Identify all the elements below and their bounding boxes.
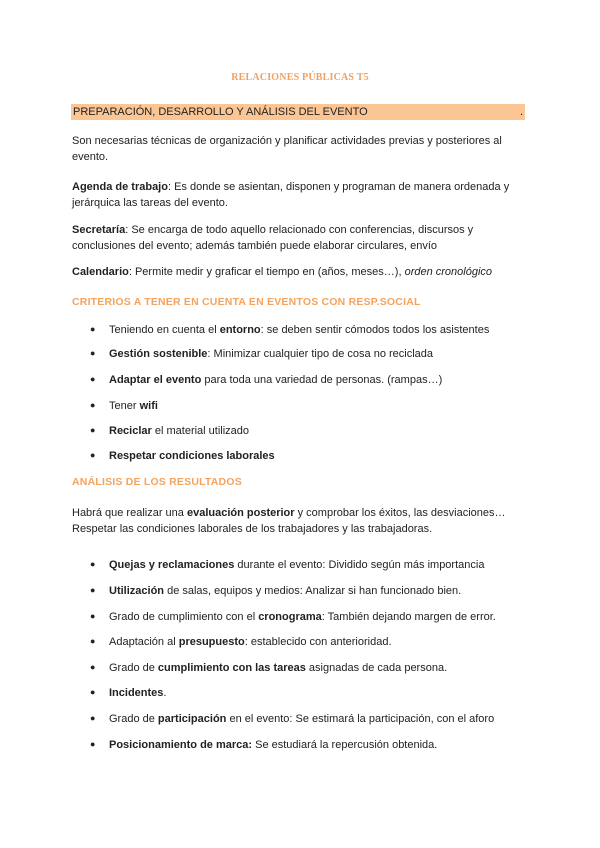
item-bold: Quejas y reclamaciones <box>109 559 235 571</box>
criteria-item <box>90 425 530 441</box>
item-bold: Incidentes <box>109 687 164 699</box>
bullet-icon: ● <box>90 585 96 595</box>
intro-paragraph: Son necesarias técnicas de organización y planificar actividades previas y posteriores al evento. <box>72 135 502 163</box>
definition-text: : Es donde se asientan, disponen y programan de manera ordenada y jerárquica las tareas del evento. <box>72 181 510 209</box>
criteria-item-text <box>109 425 249 437</box>
bullet-icon: ● <box>90 687 96 697</box>
heading-results: ANÁLISIS DE LOS RESULTADOS <box>72 476 242 488</box>
item-pre: Tener <box>109 400 140 412</box>
item-post: para toda una variedad de personas. (rampas…) <box>201 374 443 386</box>
item-pre: Grado de <box>109 662 158 674</box>
results-item-text <box>109 713 494 725</box>
item-bold: Utilización <box>109 585 165 597</box>
definition-term: Calendario <box>72 266 129 278</box>
bullet-icon: ● <box>90 374 96 384</box>
item-post: Se estudiará la repercusión obtenida. <box>252 739 438 751</box>
item-post: de salas, equipos y medios: Analizar si han funcionado bien. <box>164 585 462 597</box>
bullet-icon: ● <box>90 559 96 569</box>
criteria-item <box>90 348 530 364</box>
bullet-icon: ● <box>90 739 96 749</box>
definition-text: : Se encarga de todo aquello relacionado con conferencias, discursos y conclusiones del evento; además también puede elaborar circulares, envío <box>72 224 474 252</box>
item-post: durante el evento: Dividido según más importancia <box>234 559 485 571</box>
item-bold: participación <box>157 713 227 725</box>
bullet-icon: ● <box>90 636 96 646</box>
results-item <box>90 662 530 678</box>
results-item <box>90 559 530 575</box>
definition-text: : Permite medir y graficar el tiempo en (años, meses…), <box>128 266 405 278</box>
item-post: asignadas de cada persona. <box>305 662 448 674</box>
item-bold: entorno <box>219 324 261 336</box>
results-item <box>90 585 530 601</box>
results-intro-pre: Habrá que realizar una <box>72 507 187 519</box>
item-bold: Posicionamiento de marca: <box>109 739 253 751</box>
item-bold: Reciclar <box>109 425 152 437</box>
results-item-text <box>109 662 447 674</box>
results-intro-post: y comprobar los éxitos, las desviaciones… Respetar las condiciones laborales de los trabajadores y las trabajadoras. <box>72 507 506 535</box>
bullet-icon: ● <box>90 400 96 410</box>
section-title-trailing: . <box>520 106 524 118</box>
criteria-item-text <box>109 348 433 360</box>
item-pre: Grado de <box>109 713 158 725</box>
item-post: : También dejando margen de error. <box>321 611 496 623</box>
definition-term: Secretaría <box>72 224 126 236</box>
item-post: en el evento: Se estimará la participación, con el aforo <box>226 713 495 725</box>
item-bold: Respetar condiciones laborales <box>109 450 275 462</box>
item-pre: Teniendo en cuenta el <box>109 324 220 336</box>
results-item <box>90 713 530 729</box>
item-bold: Adaptar el evento <box>109 374 202 386</box>
bullet-icon: ● <box>90 662 96 672</box>
item-pre: Grado de cumplimiento con el <box>109 611 259 623</box>
results-item <box>90 687 530 703</box>
criteria-item-text <box>109 324 489 336</box>
criteria-item-text <box>109 450 275 462</box>
bullet-icon: ● <box>90 611 96 621</box>
bullet-icon: ● <box>90 348 96 358</box>
results-item <box>90 611 530 627</box>
section-title: PREPARACIÓN, DESARROLLO Y ANÁLISIS DEL EVENTO <box>73 106 368 118</box>
item-bold: presupuesto <box>178 636 245 648</box>
criteria-item-text <box>109 374 442 386</box>
results-item <box>90 636 530 652</box>
item-bold: Gestión sostenible <box>109 348 208 360</box>
page-title: RELACIONES PÚBLICAS T5 <box>231 72 369 83</box>
definition-term: Agenda de trabajo <box>72 181 168 193</box>
definition-secretaria <box>72 223 532 254</box>
criteria-item <box>90 450 530 466</box>
results-item-text <box>109 585 461 597</box>
bullet-icon: ● <box>90 425 96 435</box>
criteria-item <box>90 324 530 340</box>
item-post: : Minimizar cualquier tipo de cosa no reciclada <box>207 348 434 360</box>
results-item <box>90 739 530 755</box>
definition-calendario <box>72 265 532 281</box>
item-post: : establecido con anterioridad. <box>244 636 392 648</box>
heading-criteria: CRITERIOS A TENER EN CUENTA EN EVENTOS CON RESP.SOCIAL <box>72 296 421 308</box>
bullet-icon: ● <box>90 324 96 334</box>
results-item-text <box>109 687 166 699</box>
bullet-icon: ● <box>90 450 96 460</box>
criteria-item-text <box>109 400 158 412</box>
results-item-text <box>109 559 484 571</box>
item-bold: wifi <box>139 400 158 412</box>
criteria-item <box>90 400 530 416</box>
item-post: : se deben sentir cómodos todos los asistentes <box>260 324 490 336</box>
item-bold: cronograma <box>258 611 322 623</box>
bullet-icon: ● <box>90 713 96 723</box>
criteria-item <box>90 374 530 390</box>
results-item-text <box>109 636 392 648</box>
definition-italic: orden cronológico <box>404 266 493 278</box>
results-intro <box>72 506 532 537</box>
item-post: el material utilizado <box>151 425 250 437</box>
item-pre: Adaptación al <box>109 636 179 648</box>
results-intro-bold: evaluación posterior <box>186 507 295 519</box>
results-item-text <box>109 739 437 751</box>
definition-agenda <box>72 180 532 211</box>
item-bold: cumplimiento con las tareas <box>157 662 306 674</box>
results-item-text <box>109 611 496 623</box>
item-post: . <box>163 687 167 699</box>
